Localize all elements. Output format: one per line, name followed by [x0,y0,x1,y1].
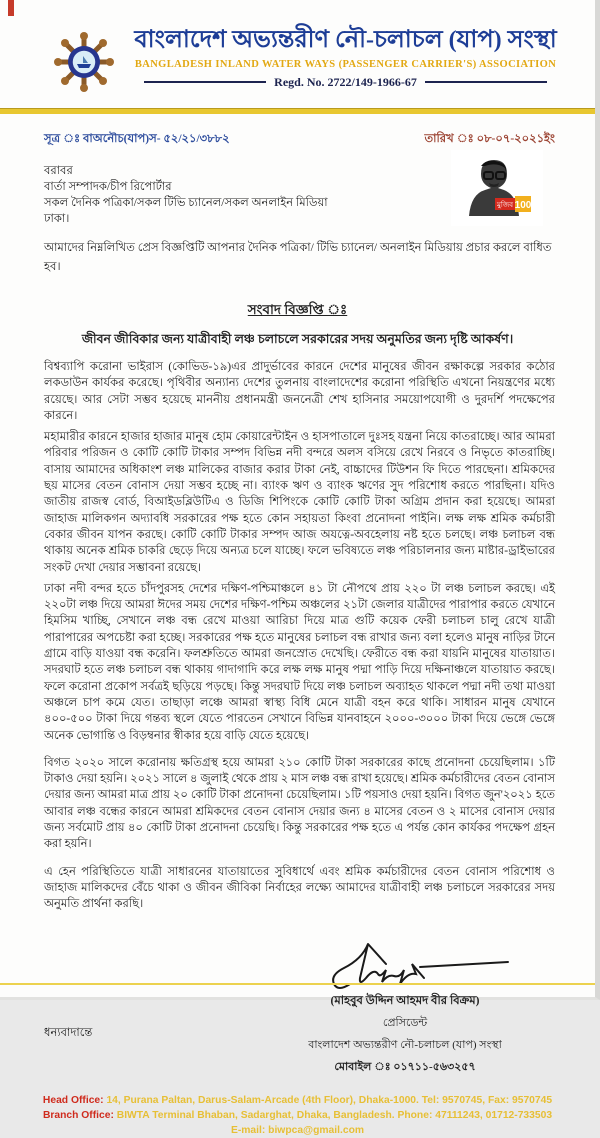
registration-number: Regd. No. 2722/149-1966-67 [274,74,417,89]
email-line: E-mail: biwpca@gmail.com [230,1124,365,1136]
footer-contact-block [0,1093,595,1138]
svg-text:মুজিব: মুজিব [496,202,514,209]
thanks-line: ধন্যবাদান্তে [44,1026,93,1039]
org-name-bengali: বাংলাদেশ অভ্যন্তরীণ নৌ-চলাচল (যাপ) সংস্থা [134,27,557,53]
registration-row [126,75,565,90]
body-paragraph: এ হেন পরিস্থিতিতে যাত্রী সাধারনের যাতায়াতের সুবিধার্থে এবং শ্রমিক কর্মচারীদের বেতন বোনাস পরিশোধ ও জাহাজ মালিকদের বেঁচে থাকা ও জীবন জীবিকা নির্বাহের লক্ষ্যে আমাদের যাত্রীবাহী লঞ্চ চলাচলে সরকারের সদয় অনুমতি প্রার্থনা করছি। [44,865,555,911]
addressee-line: সকল দৈনিক পত্রিকা/সকল টিভি চ্যানেল/সকল অনলাইন মিডিয়া [44,197,328,209]
addressee-line: বার্তা সম্পাদক/চীপ রিপোর্টার [44,181,172,193]
branch-office-text: BIWTA Terminal Bhaban, Sadarghat, Dhaka, Bangladesh. Phone: 47111243, 01712-733503 [113,1109,553,1121]
regd-left-rule [144,81,266,83]
handwritten-signature [290,934,520,996]
branch-office-label: Branch Office: [42,1109,114,1121]
signatory-mobile: মোবাইল ঃ ০১৭১১-৫৬৩২৫৭ [334,1060,476,1073]
scan-artifact [8,0,14,16]
notice-subtitle: জীবন জীবিকার জন্য যাত্রীবাহী লঞ্চ চলাচলে সরকারের সদয় অনুমতির জন্য দৃষ্টি আকর্ষণ। [81,332,514,346]
addressee-line: ঢাকা। [44,213,70,225]
mujib-100-number: 100 [514,200,532,211]
signatory-organization: বাংলাদেশ অভ্যন্তরীণ নৌ-চলাচল (যাপ) সংস্থা [308,1038,502,1051]
org-name-english: BANGLADESH INLAND WATER WAYS (PASSENGER CARRIER'S) ASSOCIATION [134,58,557,70]
notice-title: সংবাদ বিজ্ঞপ্তি ঃ [247,302,348,317]
body-paragraph: বিগত ২০২০ সালে করোনায় ক্ষতিগ্রস্থ হয়ে আমরা ২১০ কোটি টাকা সরকারের কাছে প্রনোদনা চেয়েছিলাম। ১টি টাকাও দেয়া হয়নি। ২০২১ সালে ৪ জুলাই থেকে প্রায় ২ মাস লঞ্চ বন্ধ রাখা হয়েছে। শ্রমিক কর্মচারীদের বেতন বোনাস দেয়ার জন্য আমরা মাত্র প্রায় ২০ কোটি টাকা প্রনোদনা চেয়েছিলাম। ১টি পয়সাও দেয়া হয়নি। বিগত জুন'২০২১ হতে আবার লঞ্চ বন্ধের কারনে আমরা শ্রমিকদের বেতন বোনাস দেয়ার জন্য ৪ মাসের বেতন ও ২ মাসের বোনাস দেয়ার জন্য সর্বমোট প্রায় ৪০ কোটি টাকা প্রনোদনা চেয়েছি। কিন্তু সরকারের পক্ষ হতে এ পর্যন্ত কোন কার্যকর পদক্ষেপ গ্রহন করা হয়নি। [44,756,555,851]
mujib-100-logo [451,150,543,226]
notice-body [0,351,595,913]
signature-block [255,934,555,1077]
branch-office-line [24,1108,571,1123]
body-paragraph: বিশ্বব্যাপি করোনা ভাইরাস (কোভিড-১৯)এর প্রাদুর্ভাবের কারনে দেশের মানুষের জীবন রক্ষাকল্পে সরকার কঠোর লকডাউন কার্যকর করেছে। পৃথিবীর অন্যান্য দেশের তুলনায় বাংলাদেশের করোনা পরিস্থিতি এখনো নিয়ন্ত্রণের মধ্যে রয়েছে। আর সেটা সম্ভব হয়েছে মাননীয় প্রধানমন্ত্রী জননেত্রী শেখ হাসিনার সময়োপযোগী ও দুরদর্শি পদক্ষেপের কারনে। [44,361,555,422]
closing-block [0,918,595,1077]
signatory-title: প্রেসিডেন্ট [382,1016,428,1029]
ship-wheel-logo-icon [52,30,116,99]
letterhead-titles [116,26,565,90]
reference-number: সূত্র ঃ বাঅনৌচ(যাপ)স- ৫২/২১/৩৮৮২ [44,133,230,145]
head-office-label: Head Office: [42,1094,104,1106]
head-office-line [24,1093,571,1108]
head-office-text: 14, Purana Paltan, Darus-Salam-Arcade (4th Floor), Dhaka-1000. Tel: 9570745, Fax: 9570745 [103,1094,553,1106]
intro-line: আমাদের নিম্নলিখিত প্রেস বিজ্ঞপ্তিটি আপনার দৈনিক পত্রিকা/ টিভি চ্যানেল/ অনলাইন মিডিয়ায় প্রচার করলে বাধিত হব। [44,242,552,273]
body-paragraph: ঢাকা নদী বন্দর হতে চাঁদপুরসহ দেশের দক্ষিণ-পশ্চিমাঞ্চলে ৪১ টা নৌপথে প্রায় ২২০ টা লঞ্চ চলাচল করছে। এই ২২০টা লঞ্চ দিয়ে আমরা ঈদের সময় দেশের দক্ষিণ-পশ্চিম অঞ্চলের ২১টা জেলার যাত্রীদের পারাপার করতে যেখানে হিমসিম খাচ্ছি, সেখানে লঞ্চ বন্ধ রেখে মাওয়া আরিচা দিয়ে মাত্র গুটি কয়েক ফেরী চলাচল চালু রেখে যাত্রী পারাপারের অপচেষ্টা করা হচ্ছে। সরকারের পক্ষ হতে মানুষের চলাচল বন্ধ রাখার জন্য বলা হলেও মানুষ নাড়ির টানে গ্রামে বাড়ি যাওয়া বন্ধ করেনি। ফলশ্রুতিতে আমরা জনস্রোত দেখেছি। ফেরীতে বন্ধ করা যায়নি মানুষের যাতায়াত। সদরঘাট হতে লঞ্চ চলাচল বন্ধ থাকায় গাদাগাদি করে লক্ষ লক্ষ মানুষ পদ্মা পাড়ি দিয়ে দক্ষিনাঞ্চলে যাতায়াত করছে। ফলে করোনা প্রকোপ সর্বত্রই ছড়িয়ে পড়ছে। কিন্তু সদরঘাট দিয়ে লঞ্চ চলাচল অব্যাহত থাকলে পদ্মা নদী তথা মাওয়া অঞ্চলে চাপ কমে যেত। তাছাড়া লঞ্চে আমরা স্বাস্থ্য বিধি মেনে যাত্রী বহন করে থাকি। সাধারন মানুষ যেখানে ৪০০-৫০০ টাকা দিয়ে গন্তব্য স্থলে যেতে পারতেন সেখানে বিভিন্ন যানবাহনে ২০০০-৩০০০ টাকা দিয়ে ভেঙ্গে ভেঙ্গে অনেক ভোগান্তি ও বিড়ম্বনার স্বীকার হয়ে বাড়ি যেতে হয়েছে। [44,582,555,742]
meta-row [0,114,595,149]
body-paragraph: মহামারীর কারনে হাজার হাজার মানুষ হোম কোয়ারেন্টাইন ও হাসপাতালে দুঃসহ যন্ত্রনা নিয়ে কাতরাচ্ছে। আর আমরা পরিবার পরিজন ও কোটি কোটি টাকার সম্পদ বিভিন্ন নদী বন্দরে অলস বসিয়ে রেখে নিরবে ও নিভৃতে কাতরাচ্ছি। বাসায় আমাদের অধিকাংশ লঞ্চ মালিকের বাজার করার টাকা নেই, বাচ্চাদের টিউশন ফি দিতে পারছেনা। শ্রমিকদের ছয় মাসের বেতন বোনাস দেয়া সম্ভব হচ্ছে না। ব্যাংক ঋণ ও ব্যাংক ঋণের সুদ পরিশোধ করতে পারছিনা। যদিও জাতীয় রাজস্ব বোর্ড, বিআইডব্লিউটিএ ও ডিজি শিপিংকে কোটি কোটি টাকা অগ্রিম প্রদান করা হয়েছে। আমরা জাহাজ মালিকগন অদ্যাবধি সরকারের পক্ষ হতে কোন সহায়তা কিংবা প্রনোদনা পাইনি। লক্ষ লক্ষ শ্রমিক কর্মচারী বেকার জীবন যাপন করছে। কোটি কোটি টাকার সম্পদ আজ অযত্নে-অবহেলায় নষ্ট হতে চলছে। লঞ্চ চলাচল বন্ধ থাকায় অনেক শ্রমিক চাকরি ছেড়ে দিয়ে অন্যত্র চলে যাচ্ছে। ফলে ভবিষ্যতে লঞ্চ পরিচালনার জন্য মাষ্টার-ড্রাইভারের সংকট দেখা দেয়ার সম্ভাবনা রয়েছে। [44,431,555,574]
letterhead [0,0,595,99]
signatory-name: (মাহবুব উদ্দিন আহমদ বীর বিক্রম) [330,994,480,1007]
regd-right-rule [425,81,547,83]
document-date: তারিখ ঃ ০৮-০৭-২০২১ইং [424,133,555,145]
bottom-divider-rule [0,983,595,985]
addressee-line: বরাবর [44,165,73,177]
